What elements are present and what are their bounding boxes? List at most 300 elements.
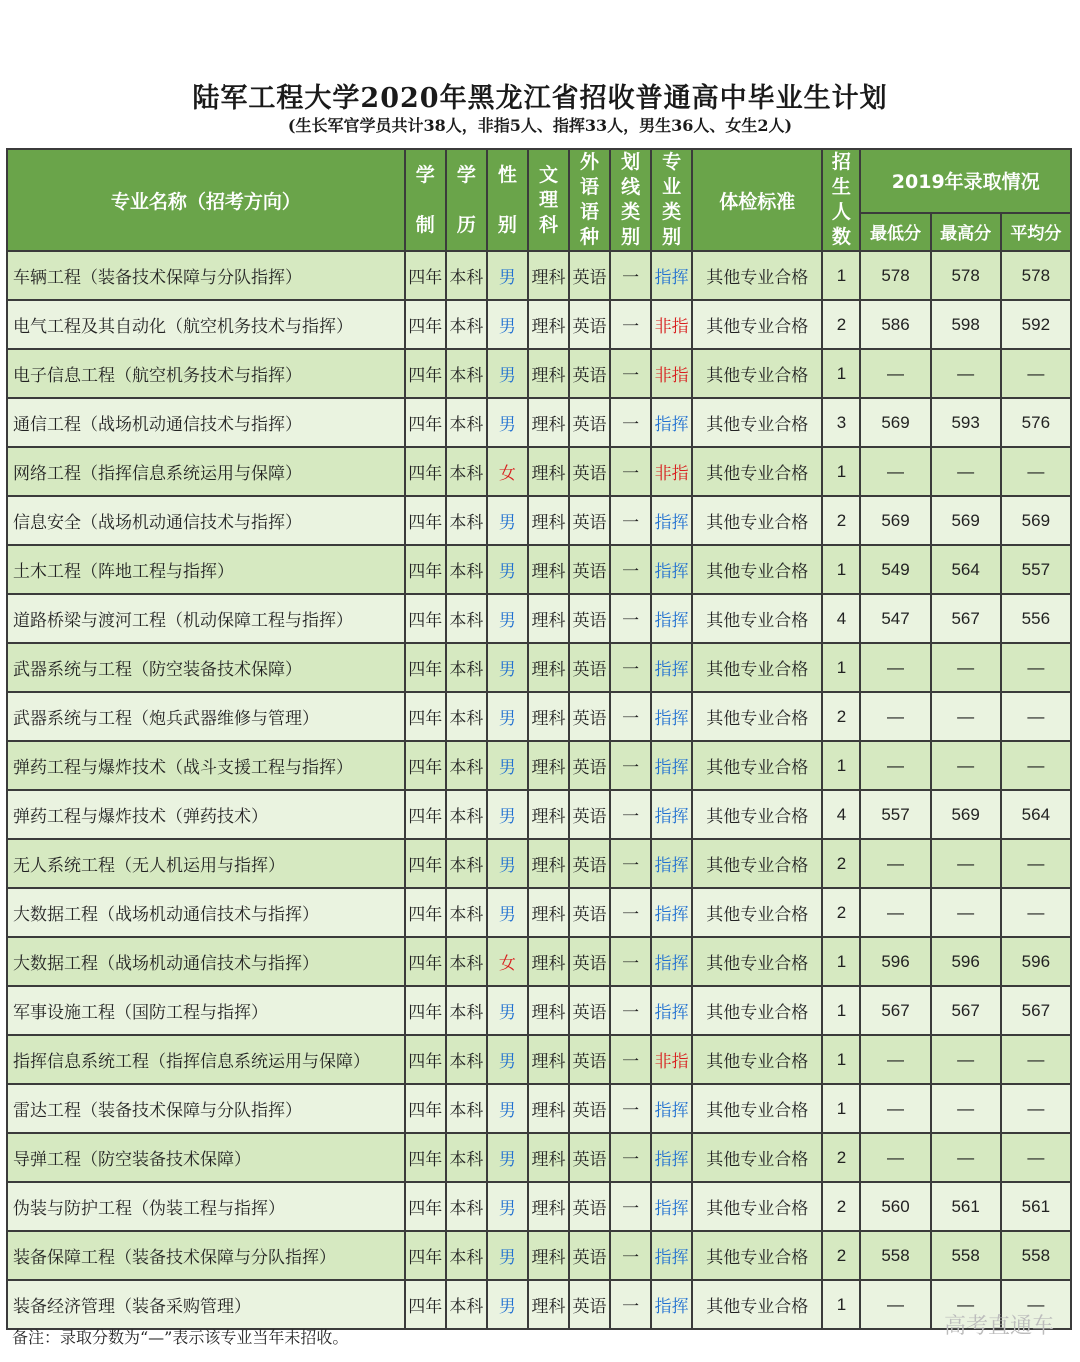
row-physical-standard: 其他专业合格 [692, 349, 822, 398]
row-enrollment-count: 1 [822, 1280, 860, 1329]
row-wenli: 理科 [528, 545, 569, 594]
row-wenli: 理科 [528, 741, 569, 790]
row-wenli: 理科 [528, 888, 569, 937]
row-physical-standard: 其他专业合格 [692, 741, 822, 790]
row-line-category: 一 [610, 839, 651, 888]
row-physical-standard: 其他专业合格 [692, 1231, 822, 1280]
row-name: 指挥信息系统工程（指挥信息系统运用与保障） [7, 1035, 405, 1084]
header-zhaosheng: 招 生 人 数 [822, 149, 860, 251]
row-xuezhi: 四年 [405, 447, 446, 496]
row-major-category: 非指 [651, 447, 692, 496]
row-wenli: 理科 [528, 1084, 569, 1133]
row-gender: 男 [487, 888, 528, 937]
row-language: 英语 [569, 888, 610, 937]
row-avg-score: — [1001, 447, 1071, 496]
row-xueli: 本科 [446, 300, 487, 349]
row-enrollment-count: 2 [822, 1182, 860, 1231]
row-enrollment-count: 1 [822, 251, 860, 300]
row-min-score: 596 [860, 937, 930, 986]
row-wenli: 理科 [528, 1280, 569, 1329]
row-language: 英语 [569, 1133, 610, 1182]
row-avg-score: 569 [1001, 496, 1071, 545]
header-avg-score: 平均分 [1001, 213, 1071, 251]
row-max-score: 564 [931, 545, 1001, 594]
row-language: 英语 [569, 398, 610, 447]
row-gender: 男 [487, 1182, 528, 1231]
row-xueli: 本科 [446, 1133, 487, 1182]
row-avg-score: 576 [1001, 398, 1071, 447]
row-avg-score: 592 [1001, 300, 1071, 349]
row-xuezhi: 四年 [405, 251, 446, 300]
row-language: 英语 [569, 1084, 610, 1133]
row-avg-score: 558 [1001, 1231, 1071, 1280]
row-avg-score: 556 [1001, 594, 1071, 643]
header-2019-admission: 2019年录取情况 [860, 149, 1071, 213]
row-enrollment-count: 4 [822, 594, 860, 643]
row-language: 英语 [569, 741, 610, 790]
row-avg-score: — [1001, 643, 1071, 692]
table-row [7, 692, 1071, 741]
row-xuezhi: 四年 [405, 839, 446, 888]
row-xueli: 本科 [446, 594, 487, 643]
row-min-score: 569 [860, 398, 930, 447]
row-avg-score: — [1001, 1084, 1071, 1133]
row-name: 车辆工程（装备技术保障与分队指挥） [7, 251, 405, 300]
row-enrollment-count: 2 [822, 1133, 860, 1182]
row-gender: 男 [487, 986, 528, 1035]
row-xuezhi: 四年 [405, 1035, 446, 1084]
row-enrollment-count: 1 [822, 937, 860, 986]
row-line-category: 一 [610, 888, 651, 937]
row-line-category: 一 [610, 986, 651, 1035]
row-min-score: — [860, 1084, 930, 1133]
row-wenli: 理科 [528, 594, 569, 643]
row-name: 无人系统工程（无人机运用与指挥） [7, 839, 405, 888]
row-name: 弹药工程与爆炸技术（弹药技术） [7, 790, 405, 839]
row-xuezhi: 四年 [405, 349, 446, 398]
table-body [7, 251, 1071, 1329]
row-language: 英语 [569, 349, 610, 398]
row-physical-standard: 其他专业合格 [692, 888, 822, 937]
row-max-score: 561 [931, 1182, 1001, 1231]
row-gender: 男 [487, 398, 528, 447]
row-gender: 男 [487, 496, 528, 545]
row-line-category: 一 [610, 1084, 651, 1133]
row-xuezhi: 四年 [405, 1182, 446, 1231]
row-wenli: 理科 [528, 790, 569, 839]
row-enrollment-count: 1 [822, 741, 860, 790]
row-avg-score: — [1001, 1035, 1071, 1084]
table-row [7, 741, 1071, 790]
row-avg-score: — [1001, 1280, 1071, 1329]
row-name: 道路桥梁与渡河工程（机动保障工程与指挥） [7, 594, 405, 643]
table-row [7, 790, 1071, 839]
row-physical-standard: 其他专业合格 [692, 1035, 822, 1084]
row-gender: 男 [487, 545, 528, 594]
row-line-category: 一 [610, 790, 651, 839]
row-name: 大数据工程（战场机动通信技术与指挥） [7, 937, 405, 986]
row-xuezhi: 四年 [405, 1280, 446, 1329]
table-row [7, 300, 1071, 349]
admission-plan-table [6, 148, 1072, 1330]
row-min-score: 558 [860, 1231, 930, 1280]
row-line-category: 一 [610, 643, 651, 692]
row-xueli: 本科 [446, 888, 487, 937]
row-gender: 男 [487, 1035, 528, 1084]
row-language: 英语 [569, 251, 610, 300]
row-physical-standard: 其他专业合格 [692, 1133, 822, 1182]
row-xuezhi: 四年 [405, 496, 446, 545]
row-name: 弹药工程与爆炸技术（战斗支援工程与指挥） [7, 741, 405, 790]
row-avg-score: — [1001, 741, 1071, 790]
row-major-category: 指挥 [651, 790, 692, 839]
row-line-category: 一 [610, 1133, 651, 1182]
row-wenli: 理科 [528, 447, 569, 496]
row-max-score: — [931, 1133, 1001, 1182]
row-xueli: 本科 [446, 937, 487, 986]
row-xueli: 本科 [446, 986, 487, 1035]
row-wenli: 理科 [528, 1035, 569, 1084]
row-wenli: 理科 [528, 937, 569, 986]
row-enrollment-count: 1 [822, 986, 860, 1035]
row-physical-standard: 其他专业合格 [692, 398, 822, 447]
row-xueli: 本科 [446, 349, 487, 398]
table-row [7, 447, 1071, 496]
row-major-category: 指挥 [651, 839, 692, 888]
row-enrollment-count: 2 [822, 888, 860, 937]
row-avg-score: 561 [1001, 1182, 1071, 1231]
row-wenli: 理科 [528, 1182, 569, 1231]
row-enrollment-count: 1 [822, 349, 860, 398]
header-xuezhi: 学 制 [405, 149, 446, 251]
header-tijian: 体检标准 [692, 149, 822, 251]
row-max-score: 593 [931, 398, 1001, 447]
row-gender: 男 [487, 741, 528, 790]
table-row [7, 398, 1071, 447]
row-xueli: 本科 [446, 545, 487, 594]
row-xuezhi: 四年 [405, 300, 446, 349]
row-xuezhi: 四年 [405, 1084, 446, 1133]
row-max-score: 558 [931, 1231, 1001, 1280]
row-wenli: 理科 [528, 1133, 569, 1182]
row-wenli: 理科 [528, 692, 569, 741]
row-enrollment-count: 3 [822, 398, 860, 447]
row-line-category: 一 [610, 741, 651, 790]
table-row [7, 937, 1071, 986]
row-line-category: 一 [610, 937, 651, 986]
row-physical-standard: 其他专业合格 [692, 643, 822, 692]
row-avg-score: 578 [1001, 251, 1071, 300]
header-wenli: 文 理 科 [528, 149, 569, 251]
row-enrollment-count: 1 [822, 1035, 860, 1084]
row-language: 英语 [569, 790, 610, 839]
row-xuezhi: 四年 [405, 594, 446, 643]
row-major-category: 指挥 [651, 937, 692, 986]
row-wenli: 理科 [528, 398, 569, 447]
table-row [7, 1231, 1071, 1280]
row-line-category: 一 [610, 1182, 651, 1231]
row-physical-standard: 其他专业合格 [692, 839, 822, 888]
row-max-score: — [931, 741, 1001, 790]
row-avg-score: 567 [1001, 986, 1071, 1035]
table-row [7, 1280, 1071, 1329]
row-name: 装备经济管理（装备采购管理） [7, 1280, 405, 1329]
row-max-score: — [931, 839, 1001, 888]
row-min-score: — [860, 741, 930, 790]
row-physical-standard: 其他专业合格 [692, 1280, 822, 1329]
row-xueli: 本科 [446, 496, 487, 545]
row-name: 雷达工程（装备技术保障与分队指挥） [7, 1084, 405, 1133]
row-avg-score: 557 [1001, 545, 1071, 594]
table-row [7, 1133, 1071, 1182]
row-xueli: 本科 [446, 1035, 487, 1084]
row-major-category: 非指 [651, 349, 692, 398]
row-line-category: 一 [610, 349, 651, 398]
row-name: 武器系统与工程（防空装备技术保障） [7, 643, 405, 692]
row-major-category: 指挥 [651, 251, 692, 300]
row-line-category: 一 [610, 1231, 651, 1280]
row-xuezhi: 四年 [405, 888, 446, 937]
row-line-category: 一 [610, 398, 651, 447]
row-line-category: 一 [610, 300, 651, 349]
row-xueli: 本科 [446, 692, 487, 741]
row-language: 英语 [569, 692, 610, 741]
row-max-score: 569 [931, 496, 1001, 545]
row-line-category: 一 [610, 1035, 651, 1084]
row-enrollment-count: 1 [822, 545, 860, 594]
row-wenli: 理科 [528, 300, 569, 349]
row-avg-score: — [1001, 349, 1071, 398]
row-min-score: — [860, 349, 930, 398]
row-max-score: — [931, 447, 1001, 496]
row-min-score: 567 [860, 986, 930, 1035]
row-min-score: 557 [860, 790, 930, 839]
row-min-score: 586 [860, 300, 930, 349]
row-language: 英语 [569, 594, 610, 643]
row-gender: 男 [487, 692, 528, 741]
row-xueli: 本科 [446, 1182, 487, 1231]
row-physical-standard: 其他专业合格 [692, 594, 822, 643]
row-xueli: 本科 [446, 1084, 487, 1133]
row-xuezhi: 四年 [405, 986, 446, 1035]
row-major-category: 非指 [651, 300, 692, 349]
row-name: 土木工程（阵地工程与指挥） [7, 545, 405, 594]
row-wenli: 理科 [528, 986, 569, 1035]
row-language: 英语 [569, 1280, 610, 1329]
row-physical-standard: 其他专业合格 [692, 986, 822, 1035]
row-xueli: 本科 [446, 251, 487, 300]
row-major-category: 指挥 [651, 398, 692, 447]
row-major-category: 指挥 [651, 741, 692, 790]
row-xueli: 本科 [446, 741, 487, 790]
row-language: 英语 [569, 643, 610, 692]
row-gender: 男 [487, 349, 528, 398]
page-title: 陆军工程大学2020年黑龙江省招收普通高中毕业生计划 [192, 83, 888, 114]
row-max-score: 569 [931, 790, 1001, 839]
header-min-score: 最低分 [860, 213, 930, 251]
row-gender: 男 [487, 594, 528, 643]
row-major-category: 指挥 [651, 643, 692, 692]
row-physical-standard: 其他专业合格 [692, 1084, 822, 1133]
table-row [7, 496, 1071, 545]
row-enrollment-count: 2 [822, 496, 860, 545]
row-gender: 男 [487, 1133, 528, 1182]
row-major-category: 指挥 [651, 888, 692, 937]
row-line-category: 一 [610, 447, 651, 496]
row-xueli: 本科 [446, 643, 487, 692]
row-physical-standard: 其他专业合格 [692, 447, 822, 496]
row-min-score: — [860, 839, 930, 888]
row-major-category: 指挥 [651, 1133, 692, 1182]
table-row [7, 839, 1071, 888]
row-max-score: — [931, 1084, 1001, 1133]
row-max-score: 567 [931, 986, 1001, 1035]
row-max-score: 596 [931, 937, 1001, 986]
row-line-category: 一 [610, 496, 651, 545]
row-avg-score: 596 [1001, 937, 1071, 986]
row-major-category: 指挥 [651, 1280, 692, 1329]
row-min-score: — [860, 447, 930, 496]
row-enrollment-count: 2 [822, 839, 860, 888]
row-name: 导弹工程（防空装备技术保障） [7, 1133, 405, 1182]
row-major-category: 指挥 [651, 545, 692, 594]
row-major-category: 指挥 [651, 986, 692, 1035]
row-line-category: 一 [610, 1280, 651, 1329]
row-xuezhi: 四年 [405, 937, 446, 986]
row-max-score: — [931, 349, 1001, 398]
row-min-score: 560 [860, 1182, 930, 1231]
row-xuezhi: 四年 [405, 398, 446, 447]
row-min-score: 547 [860, 594, 930, 643]
row-language: 英语 [569, 1231, 610, 1280]
row-gender: 男 [487, 1231, 528, 1280]
row-max-score: 567 [931, 594, 1001, 643]
row-xueli: 本科 [446, 790, 487, 839]
row-major-category: 指挥 [651, 594, 692, 643]
row-gender: 男 [487, 839, 528, 888]
row-max-score: — [931, 643, 1001, 692]
table-row [7, 1035, 1071, 1084]
row-physical-standard: 其他专业合格 [692, 496, 822, 545]
row-major-category: 指挥 [651, 1231, 692, 1280]
row-min-score: — [860, 1280, 930, 1329]
row-physical-standard: 其他专业合格 [692, 251, 822, 300]
row-avg-score: — [1001, 1133, 1071, 1182]
row-major-category: 非指 [651, 1035, 692, 1084]
row-xuezhi: 四年 [405, 1231, 446, 1280]
row-xuezhi: 四年 [405, 643, 446, 692]
row-enrollment-count: 2 [822, 692, 860, 741]
row-avg-score: — [1001, 692, 1071, 741]
page-subtitle: (生长军官学员共计38人，非指5人、指挥33人，男生36人、女生2人) [287, 116, 793, 135]
row-min-score: — [860, 1035, 930, 1084]
row-gender: 男 [487, 300, 528, 349]
row-name: 伪装与防护工程（伪装工程与指挥） [7, 1182, 405, 1231]
row-wenli: 理科 [528, 1231, 569, 1280]
row-xueli: 本科 [446, 1231, 487, 1280]
row-name: 装备保障工程（装备技术保障与分队指挥） [7, 1231, 405, 1280]
row-min-score: — [860, 888, 930, 937]
row-xuezhi: 四年 [405, 1133, 446, 1182]
watermark: 高考直通车 [944, 1314, 1055, 1339]
row-major-category: 指挥 [651, 1182, 692, 1231]
row-max-score: — [931, 692, 1001, 741]
row-xuezhi: 四年 [405, 692, 446, 741]
row-min-score: 549 [860, 545, 930, 594]
row-avg-score: — [1001, 888, 1071, 937]
row-xueli: 本科 [446, 839, 487, 888]
table-row [7, 594, 1071, 643]
row-physical-standard: 其他专业合格 [692, 790, 822, 839]
row-wenli: 理科 [528, 839, 569, 888]
row-enrollment-count: 2 [822, 300, 860, 349]
row-enrollment-count: 2 [822, 1231, 860, 1280]
row-gender: 男 [487, 790, 528, 839]
row-name: 大数据工程（战场机动通信技术与指挥） [7, 888, 405, 937]
table-row [7, 888, 1071, 937]
row-name: 电子信息工程（航空机务技术与指挥） [7, 349, 405, 398]
row-name: 网络工程（指挥信息系统运用与保障） [7, 447, 405, 496]
row-max-score: — [931, 1035, 1001, 1084]
row-avg-score: 564 [1001, 790, 1071, 839]
row-major-category: 指挥 [651, 496, 692, 545]
row-physical-standard: 其他专业合格 [692, 300, 822, 349]
row-xueli: 本科 [446, 1280, 487, 1329]
table-row [7, 545, 1071, 594]
row-name: 电气工程及其自动化（航空机务技术与指挥） [7, 300, 405, 349]
row-enrollment-count: 1 [822, 1084, 860, 1133]
row-gender: 女 [487, 937, 528, 986]
footnote: 备注：录取分数为“—”表示该专业当年未招收。 [12, 1328, 349, 1347]
row-line-category: 一 [610, 594, 651, 643]
row-min-score: 569 [860, 496, 930, 545]
table-row [7, 986, 1071, 1035]
row-language: 英语 [569, 496, 610, 545]
row-language: 英语 [569, 986, 610, 1035]
header-xueli: 学 历 [446, 149, 487, 251]
row-gender: 男 [487, 1084, 528, 1133]
row-xuezhi: 四年 [405, 545, 446, 594]
row-min-score: — [860, 692, 930, 741]
row-physical-standard: 其他专业合格 [692, 937, 822, 986]
row-gender: 女 [487, 447, 528, 496]
row-xuezhi: 四年 [405, 741, 446, 790]
row-language: 英语 [569, 300, 610, 349]
header-name: 专业名称（招考方向） [7, 149, 405, 251]
row-line-category: 一 [610, 692, 651, 741]
table-row [7, 251, 1071, 300]
row-avg-score: — [1001, 839, 1071, 888]
row-enrollment-count: 1 [822, 447, 860, 496]
table-row [7, 349, 1071, 398]
table-row [7, 1182, 1071, 1231]
row-xuezhi: 四年 [405, 790, 446, 839]
table-row [7, 643, 1071, 692]
row-enrollment-count: 4 [822, 790, 860, 839]
header-xingbie: 性 别 [487, 149, 528, 251]
row-wenli: 理科 [528, 251, 569, 300]
row-name: 信息安全（战场机动通信技术与指挥） [7, 496, 405, 545]
header-huaxian: 划 线 类 别 [610, 149, 651, 251]
row-major-category: 指挥 [651, 1084, 692, 1133]
row-min-score: — [860, 643, 930, 692]
row-gender: 男 [487, 643, 528, 692]
row-major-category: 指挥 [651, 692, 692, 741]
row-physical-standard: 其他专业合格 [692, 545, 822, 594]
row-gender: 男 [487, 251, 528, 300]
row-language: 英语 [569, 839, 610, 888]
row-min-score: 578 [860, 251, 930, 300]
